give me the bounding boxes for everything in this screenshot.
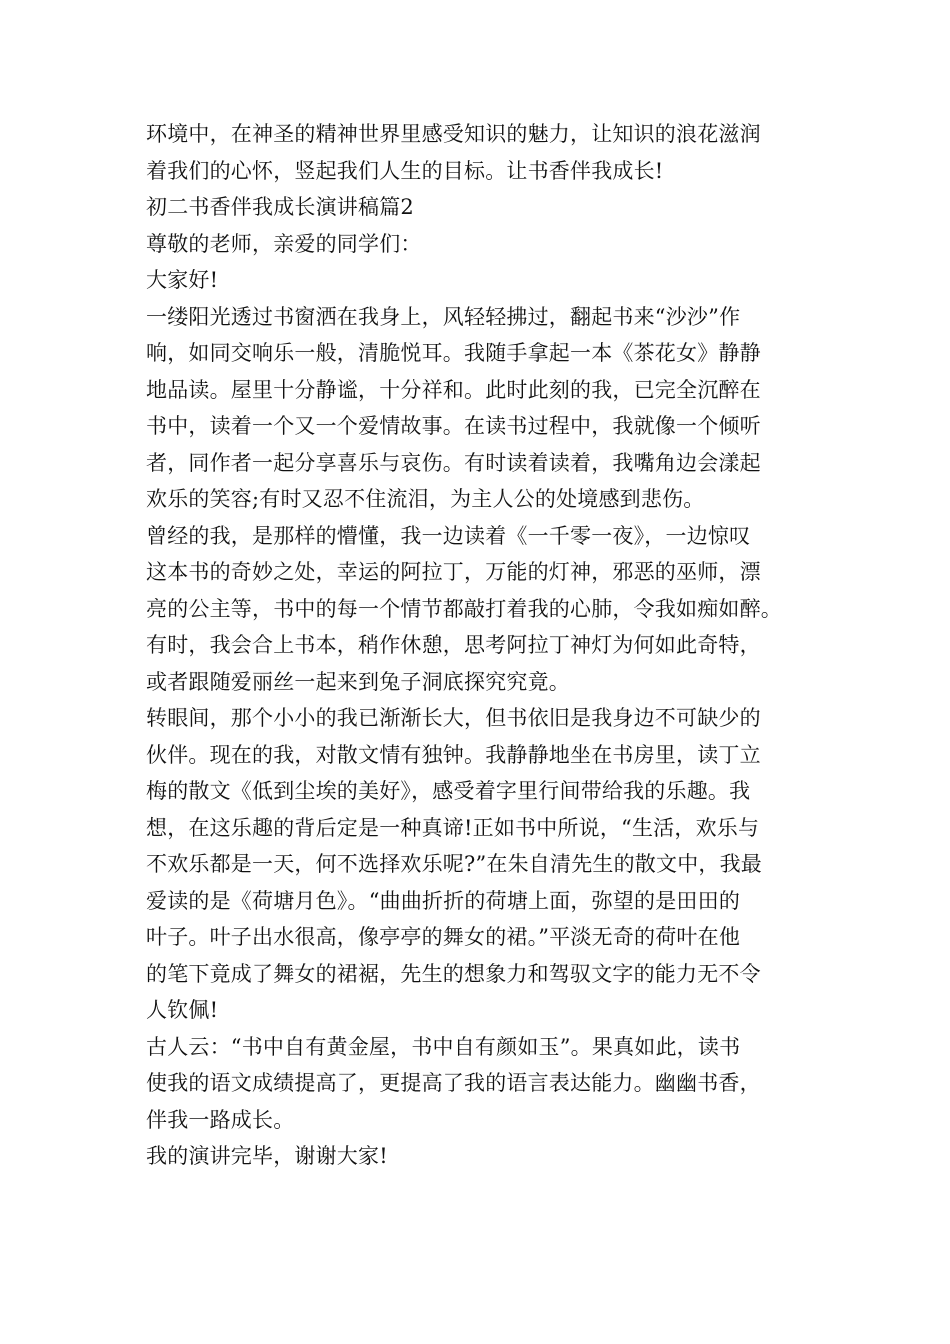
- section-heading: 初二书香伴我成长演讲稿篇2: [146, 195, 414, 219]
- text-line: 有时，我会合上书本，稍作休憩，思考阿拉丁神灯为何如此奇特，: [146, 633, 761, 657]
- greeting: 大家好!: [146, 268, 219, 292]
- text-line: 想，在这乐趣的背后定是一种真谛!正如书中所说，“生活，欢乐与: [146, 815, 760, 840]
- closing-line: 我的演讲完毕，谢谢大家!: [146, 1144, 388, 1168]
- text-line: 不欢乐都是一天，何不选择欢乐呢?”在朱自清先生的散文中，我最: [146, 852, 762, 876]
- salutation: 尊敬的老师，亲爱的同学们：: [146, 231, 422, 256]
- text-line: 者，同作者一起分享喜乐与哀伤。有时读着读着，我嘴角边会漾起: [146, 450, 761, 475]
- text-line: 一缕阳光透过书窗洒在我身上，风轻轻拂过，翻起书来“沙沙”作: [146, 304, 741, 329]
- text-line: 欢乐的笑容;有时又忍不住流泪，为主人公的处境感到悲伤。: [146, 487, 705, 511]
- text-line: 响，如同交响乐一般，清脆悦耳。我随手拿起一本《茶花女》静静: [146, 341, 761, 365]
- text-line: 转眼间，那个小小的我已渐渐长大，但书依旧是我身边不可缺少的: [146, 706, 761, 730]
- text-line: 梅的散文《低到尘埃的美好》，感受着字里行间带给我的乐趣。我: [146, 779, 751, 803]
- document-body: [146, 116, 836, 1175]
- text-line: 爱读的是《荷塘月色》。“曲曲折折的荷塘上面，弥望的是田田的: [146, 888, 741, 913]
- text-line: 伙伴。现在的我，对散文情有独钟。我静静地坐在书房里，读丁立: [146, 742, 761, 767]
- text-line: 地品读。屋里十分静谧，十分祥和。此时此刻的我，已完全沉醉在: [146, 377, 761, 402]
- text-line: 古人云：“书中自有黄金屋，书中自有颜如玉”。果真如此，读书: [146, 1034, 741, 1059]
- text-line: 的笔下竟成了舞女的裙裾，先生的想象力和驾驭文字的能力无不令: [146, 961, 761, 986]
- text-line: 书中，读着一个又一个爱情故事。在读书过程中，我就像一个倾听: [146, 414, 761, 438]
- text-line: 亮的公主等，书中的每一个情节都敲打着我的心肺，令我如痴如醉。: [146, 596, 782, 621]
- text-line: 着我们的心怀，竖起我们人生的目标。让书香伴我成长!: [146, 158, 664, 183]
- text-line: 或者跟随爱丽丝一起来到兔子洞底探究究竟。: [146, 669, 570, 694]
- text-line: 人钦佩!: [146, 998, 219, 1022]
- text-line: 环境中，在神圣的精神世界里感受知识的魅力，让知识的浪花滋润: [146, 122, 761, 146]
- text-line: 曾经的我，是那样的懵懂，我一边读着《一千零一夜》，一边惊叹: [146, 523, 751, 548]
- text-line: 伴我一路成长。: [146, 1107, 295, 1132]
- text-line: 这本书的奇妙之处，幸运的阿拉丁，万能的灯神，邪恶的巫师，漂: [146, 560, 761, 584]
- text-line: 使我的语文成绩提高了，更提高了我的语言表达能力。幽幽书香，: [146, 1071, 761, 1095]
- text-line: 叶子。叶子出水很高，像亭亭的舞女的裙。”平淡无奇的荷叶在他: [146, 925, 741, 949]
